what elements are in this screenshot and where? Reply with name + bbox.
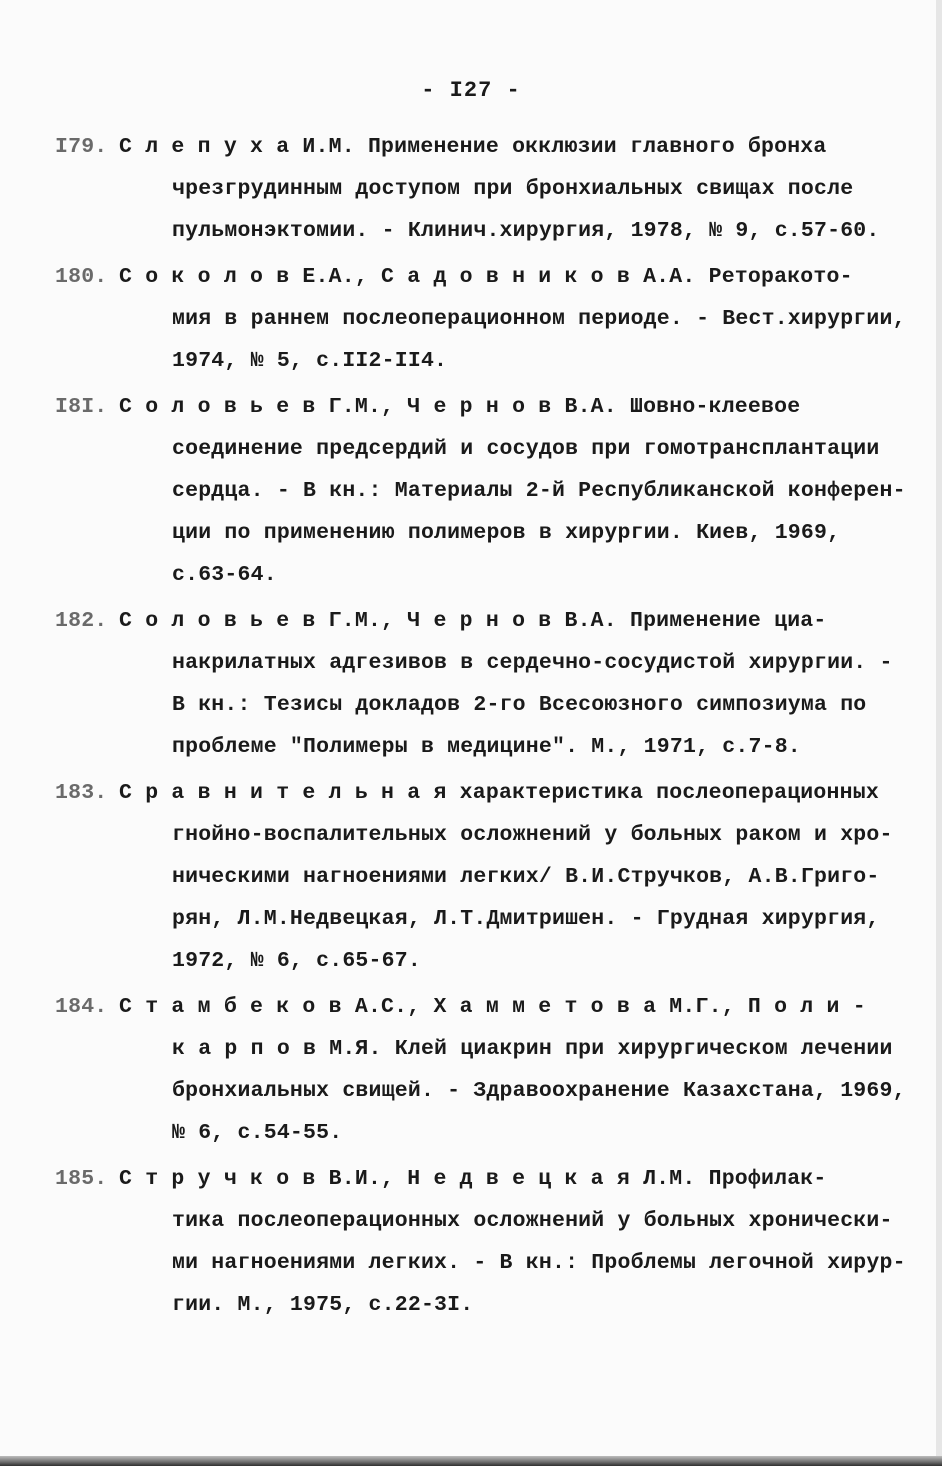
entry-line: пульмонэктомии. - Клинич.хирургия, 1978, № 9, с.57-60. — [172, 219, 880, 243]
entry-line: чрезгрудинным доступом при бронхиальных свищах после — [172, 177, 854, 201]
bibliography-entry — [55, 256, 905, 382]
entry-line: гии. М., 1975, с.22-3I. — [172, 1293, 474, 1317]
entry-line: С о л о в ь е в Г.М., Ч е р н о в В.А. Применение циа- — [119, 609, 827, 633]
scan-bottom-edge — [0, 1456, 942, 1466]
bibliography-entry — [55, 1158, 905, 1326]
entry-line: ническими нагноениями легких/ В.И.Стручков, А.В.Григо- — [172, 865, 880, 889]
scan-page-edge — [936, 0, 942, 1456]
entry-number: 184. — [55, 995, 108, 1019]
entry-line: бронхиальных свищей. - Здравоохранение Казахстана, 1969, — [172, 1079, 906, 1103]
entry-line: накрилатных адгезивов в сердечно-сосудистой хирургии. - — [172, 651, 893, 675]
entry-line: С р а в н и т е л ь н а я характеристика послеоперационных — [119, 781, 879, 805]
entry-line: ции по применению полимеров в хирургии. Киев, 1969, — [172, 521, 841, 545]
entry-number: 182. — [55, 609, 108, 633]
bibliography-entry — [55, 772, 905, 982]
page-number: - I27 - — [421, 78, 521, 103]
entry-line: соединение предсердий и сосудов при гомотрансплантации — [172, 437, 880, 461]
entry-line: С о к о л о в Е.А., С а д о в н и к о в А.А. Ретоpакото- — [119, 265, 853, 289]
bibliography-entry — [55, 126, 905, 252]
entry-line: тика послеоперационных осложнений у больных хронически- — [172, 1209, 893, 1233]
entry-line: с.63-64. — [172, 563, 277, 587]
entry-line: С о л о в ь е в Г.М., Ч е р н о в В.А. Шовно-клеевое — [119, 395, 801, 419]
entry-number: 180. — [55, 265, 108, 289]
entry-number: 185. — [55, 1167, 108, 1191]
bibliography-entry — [55, 986, 905, 1154]
entry-number: I8I. — [55, 395, 108, 419]
entry-line: 1974, № 5, с.II2-II4. — [172, 349, 448, 373]
entry-line: сердца. - В кн.: Материалы 2-й Республиканской конферен- — [172, 479, 906, 503]
entry-number: I79. — [55, 135, 108, 159]
entry-line: 1972, № 6, с.65-67. — [172, 949, 421, 973]
entry-line: ми нагноениями легких. - В кн.: Проблемы легочной хирур- — [172, 1251, 906, 1275]
entry-number: 183. — [55, 781, 108, 805]
entry-line: № 6, с.54-55. — [172, 1121, 343, 1145]
entry-line: гнойно-воспалительных осложнений у больных раком и хро- — [172, 823, 893, 847]
bibliography-entry — [55, 386, 905, 596]
entry-line: проблеме "Полимеры в медицине". М., 1971, с.7-8. — [172, 735, 801, 759]
bibliography-entry — [55, 600, 905, 768]
entry-line: рян, Л.М.Недвецкая, Л.Т.Дмитришен. - Грудная хирургия, — [172, 907, 880, 931]
entry-line: С т р у ч к о в В.И., Н е д в е ц к а я Л.М. Профилак- — [119, 1167, 827, 1191]
entry-line: мия в раннем послеоперационном периоде. - Вест.хирургии, — [172, 307, 906, 331]
entry-line: С т а м б е к о в А.С., Х а м м е т о в а М.Г., П о л и - — [119, 995, 866, 1019]
entry-line: к а р п о в М.Я. Клей циакрин при хирургическом лечении — [172, 1037, 893, 1061]
bibliography-list — [55, 126, 905, 1330]
entry-line: С л е п у х а И.М. Применение окклюзии главного бронха — [119, 135, 827, 159]
entry-line: В кн.: Тезисы докладов 2-го Всесоюзного симпозиума по — [172, 693, 867, 717]
